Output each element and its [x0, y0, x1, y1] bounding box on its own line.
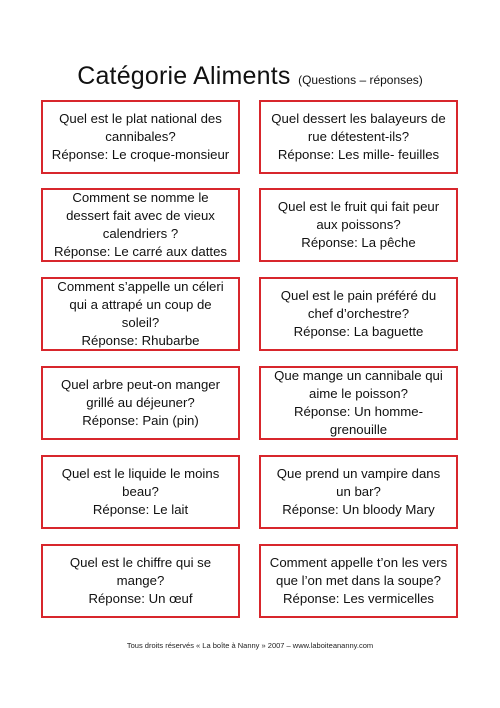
card-question: Quel est le liquide le moins beau? [61, 466, 220, 499]
card-answer: Réponse: La pêche [301, 235, 416, 250]
card-question: Comment s’appelle un céleri qui a attrapé un coup de soleil? [57, 279, 224, 330]
card-answer: Réponse: Rhubarbe [81, 333, 200, 348]
card-question: Comment appelle t’on les vers que l’on met dans la soupe? [269, 555, 448, 588]
card-answer: Réponse: Les vermicelles [283, 591, 434, 606]
card-3 [41, 188, 240, 262]
subtitle-text: (Questions – réponses) [298, 73, 423, 87]
title-text: Catégorie Aliments [77, 62, 291, 90]
card-answer: Réponse: Pain (pin) [82, 413, 199, 428]
card-5 [41, 277, 240, 351]
footer-copyright: Tous droits réservés « La boîte à Nanny » 2007 – www.laboiteananny.com [126, 641, 374, 650]
card-4 [259, 188, 458, 262]
card-2 [259, 100, 458, 174]
card-1 [41, 100, 240, 174]
card-question: Quel est le plat national des cannibales? [59, 111, 222, 144]
card-answer: Réponse: Un œuf [88, 591, 193, 606]
page-title [0, 62, 500, 91]
card-answer: Réponse: Le lait [92, 502, 189, 517]
card-11 [41, 544, 240, 618]
card-7 [41, 366, 240, 440]
card-question: Quel est le fruit qui fait peur aux poissons? [277, 199, 440, 232]
card-answer: Réponse: Le croque-monsieur [51, 147, 230, 162]
card-question: Quel dessert les balayeurs de rue détestent-ils? [271, 111, 446, 144]
card-question: Quel arbre peut-on manger grillé au déjeuner? [60, 377, 221, 410]
card-answer: Réponse: Le carré aux dattes [53, 244, 227, 259]
card-question: Que mange un cannibale qui aime le poisson? [274, 368, 443, 401]
card-question: Comment se nomme le dessert fait avec de vieux calendriers ? [66, 190, 215, 241]
card-question: Quel est le pain préféré du chef d’orchestre? [280, 288, 437, 321]
card-8 [259, 366, 458, 440]
card-answer: Réponse: Les mille- feuilles [277, 147, 440, 162]
card-10 [259, 455, 458, 529]
card-answer: Réponse: Un homme-grenouille [293, 404, 423, 437]
card-question: Que prend un vampire dans un bar? [276, 466, 441, 499]
card-question: Quel est le chiffre qui se mange? [69, 555, 212, 588]
card-answer: Réponse: Un bloody Mary [282, 502, 435, 517]
card-12 [259, 544, 458, 618]
card-9 [41, 455, 240, 529]
card-answer: Réponse: La baguette [293, 324, 424, 339]
card-6 [259, 277, 458, 351]
